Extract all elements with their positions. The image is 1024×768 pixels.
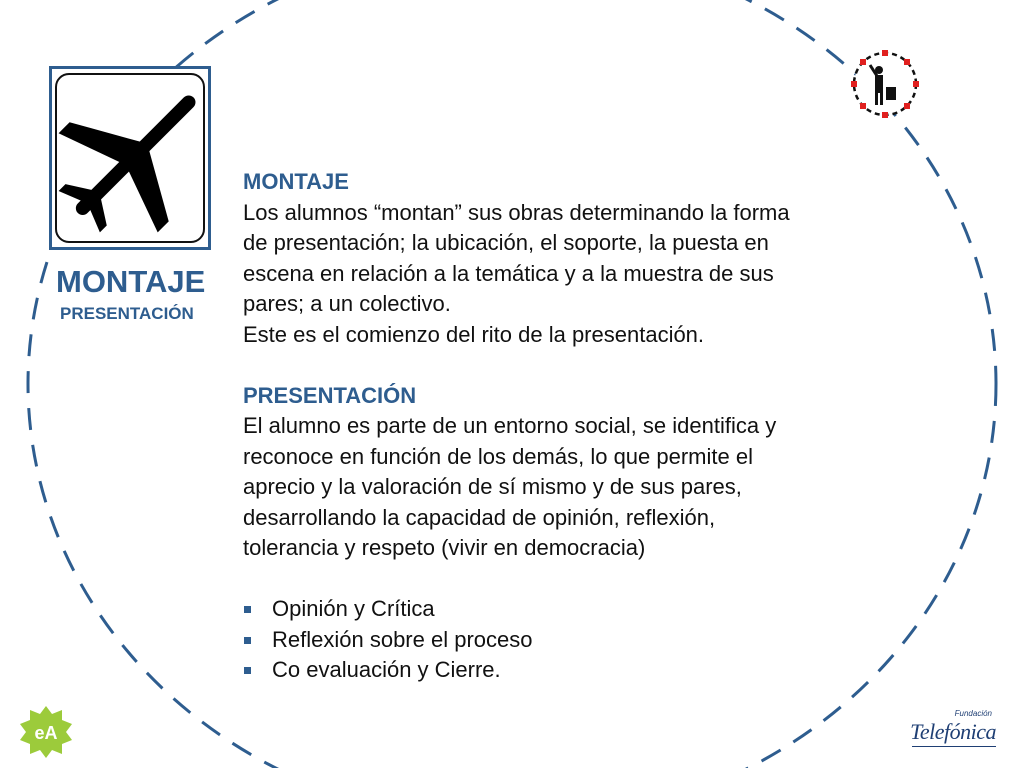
bullet-item: Reflexión sobre el proceso (243, 625, 893, 656)
content-body (243, 167, 893, 686)
section-heading-montaje: MONTAJE (243, 169, 349, 194)
montaje-line-4: pares; a un colectivo. (243, 291, 451, 316)
foundation-name-text: Telefónica (910, 719, 996, 744)
bullet-list (243, 594, 893, 686)
presentacion-line-4: desarrollando la capacidad de opinión, reflexión, (243, 504, 716, 530)
foundation-underline (912, 746, 996, 747)
spacer (243, 350, 893, 381)
presentacion-line-1: El alumno es parte de un entorno social, se identifica y (243, 413, 777, 438)
section-heading-presentacion: PRESENTACIÓN (243, 382, 417, 408)
ea-logo (16, 702, 76, 760)
montaje-line-5: Este es el comienzo del rito de la presentación. (243, 321, 705, 347)
presentacion-line-3: aprecio y la valoración de sí mismo y de sus pares, (243, 474, 742, 499)
spacer (243, 564, 893, 595)
montaje-line-2: de presentación; la ubicación, el soporte, la puesta en (243, 230, 769, 255)
side-subtitle: PRESENTACIÓN (60, 304, 194, 323)
montaje-line-3: escena en relación a la temática y a la muestra de sus (243, 260, 774, 286)
fundacion-telefonica-logo (904, 706, 1004, 750)
ea-logo-text: eA (34, 723, 58, 743)
montaje-line-1: Los alumnos “montan” sus obras determinando la forma (243, 199, 790, 225)
airplane-pictogram (55, 73, 205, 243)
side-title: MONTAJE (56, 264, 206, 299)
bullet-item: Co evaluación y Cierre. (243, 655, 893, 686)
airplane-icon (57, 75, 203, 241)
traveler-icon (846, 45, 924, 123)
presentacion-line-5: tolerancia y respeto (vivir en democracia) (243, 535, 646, 560)
airplane-pictogram-frame (49, 66, 211, 250)
bullet-item: Opinión y Crítica (243, 594, 893, 625)
presentacion-line-2: reconoce en función de los demás, lo que permite el (243, 443, 753, 469)
foundation-small-text: Fundación (954, 709, 992, 718)
